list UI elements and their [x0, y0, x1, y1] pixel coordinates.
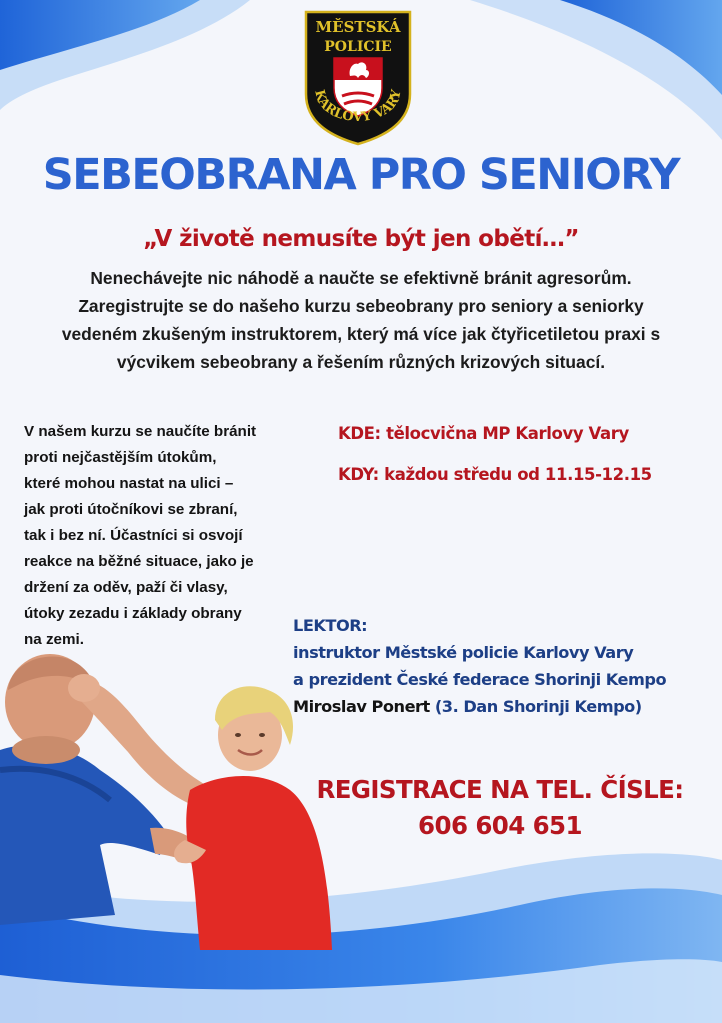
- logo-text-mid: POLICIE: [324, 39, 392, 55]
- course-line: proti nejčastějším útokům,: [24, 449, 217, 466]
- course-line: V našem kurzu se naučíte bránit: [24, 423, 257, 440]
- schedule-info: KDY: každou středu od 11.15-12.15: [338, 465, 652, 484]
- instructor-info: [293, 612, 721, 720]
- course-line: jak proti útočníkovi se zbraní,: [24, 501, 238, 518]
- intro-line: Zaregistrujte se do našeho kurzu sebeobrany pro seniory a seniorky: [78, 296, 644, 316]
- registration-phone[interactable]: 606 604 651: [418, 811, 582, 840]
- quote: „V životě nemusíte být jen obětí…”: [143, 226, 579, 252]
- course-line: držení za oděv, paží či vlasy,: [24, 579, 228, 596]
- location-info: KDE: tělocvična MP Karlovy Vary: [338, 424, 629, 443]
- intro-paragraph: [30, 264, 692, 376]
- course-line: na zemi.: [24, 631, 84, 648]
- instructor-line-2: a prezident České federace Shorinji Kempo: [293, 670, 667, 689]
- instructor-label: LEKTOR:: [293, 616, 368, 635]
- logo-text-top: MĚSTSKÁ: [315, 18, 401, 36]
- intro-line: výcvikem sebeobrany a řešením různých krizových situací.: [116, 352, 606, 372]
- course-line: reakce na běžné situace, jako je: [24, 553, 254, 570]
- instructor-name: Miroslav Ponert: [293, 697, 430, 716]
- poster-title: SEBEOBRANA PRO SENIORY: [42, 150, 680, 200]
- course-line: které mohou nastat na ulici –: [24, 475, 234, 492]
- course-line: útoky zezadu i základy obrany: [24, 605, 242, 622]
- course-description: [24, 419, 292, 653]
- instructor-rank: (3. Dan Shorinji Kempo): [434, 697, 642, 716]
- registration-block: [300, 772, 700, 844]
- instructor-name-line: [293, 693, 721, 720]
- city-police-logo: [302, 8, 414, 146]
- intro-line: Nenechávejte nic náhodě a naučte se efektivně bránit agresorům.: [90, 268, 632, 288]
- instructor-line-1: instruktor Městské policie Karlovy Vary: [293, 643, 634, 662]
- logo-text-bottom: KARLOVY VARY: [311, 88, 405, 126]
- registration-label: REGISTRACE NA TEL. ČÍSLE:: [316, 775, 684, 804]
- self-defense-photo: [0, 640, 340, 950]
- intro-line: vedeném zkušeným instruktorem, který má více jak čtyřicetiletou praxi s: [61, 324, 661, 344]
- course-line: tak i bez ní. Účastníci si osvojí: [24, 527, 243, 544]
